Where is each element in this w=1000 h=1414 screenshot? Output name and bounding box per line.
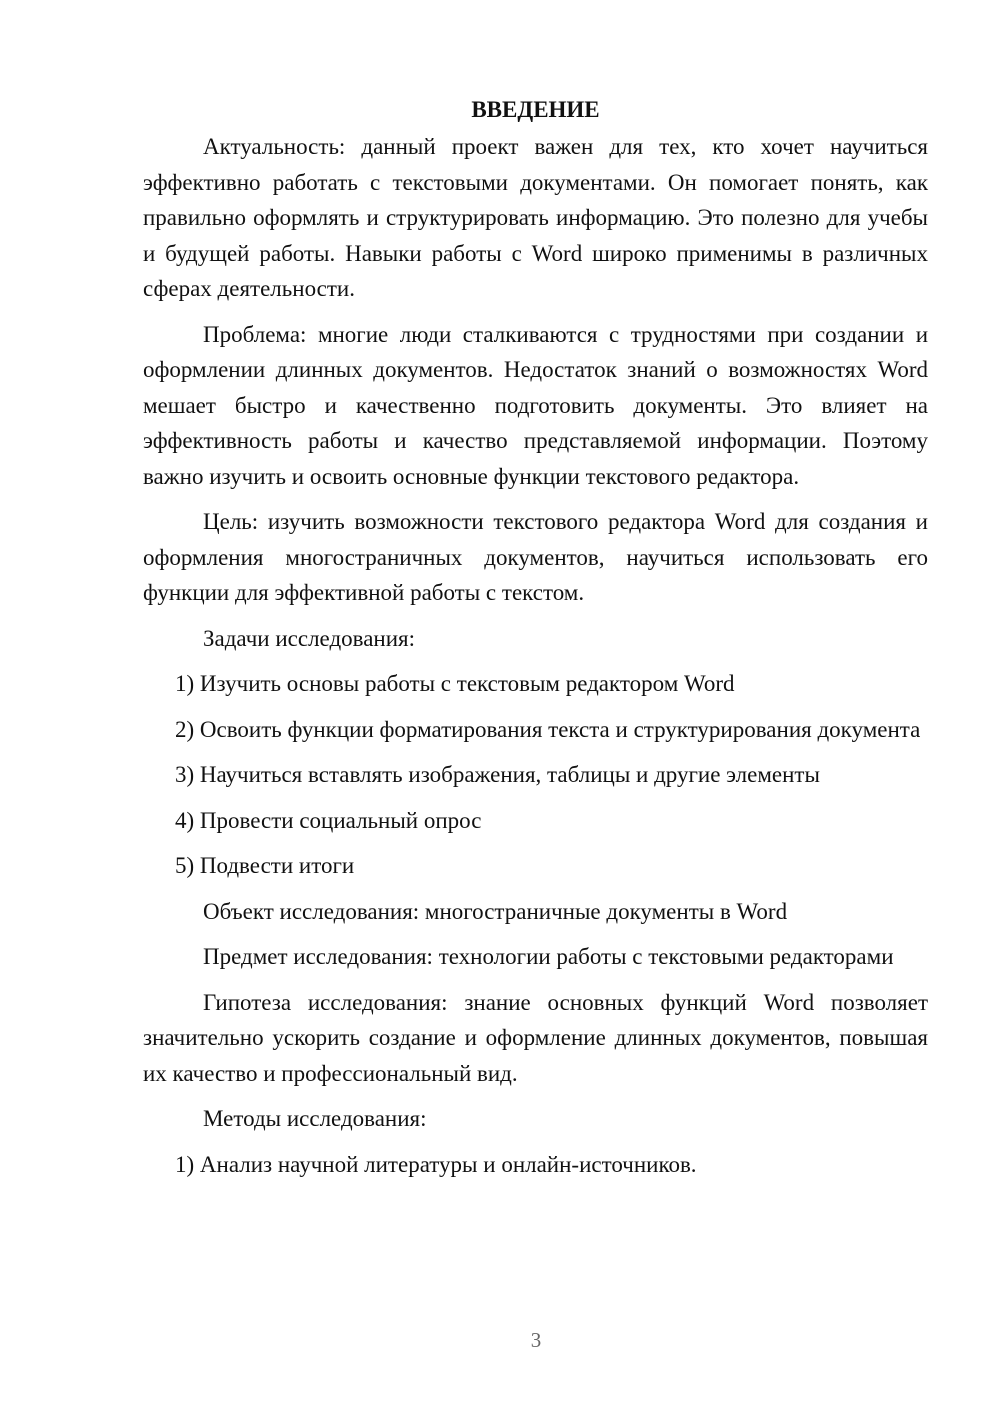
task-item-5: 5) Подвести итоги xyxy=(175,853,355,878)
task-item-2: 2) Освоить функции форматирования текста и структурирования документа xyxy=(175,716,921,742)
paragraph-goal: Цель: изучить возможности текстового редактора Word для создания и оформления многостраничных документов, научиться использовать его функции для эффективной работы с текстом. xyxy=(143,509,928,605)
task-item-4: 4) Провести социальный опрос xyxy=(175,807,482,833)
paragraph-subject: Предмет исследования: технологии работы с текстовыми редакторами xyxy=(203,944,894,969)
paragraph-object: Объект исследования: многостраничные документы в Word xyxy=(203,898,788,924)
task-item-1: 1) Изучить основы работы с текстовым редактором Word xyxy=(175,671,735,696)
method-item-1: 1) Анализ научной литературы и онлайн-источников. xyxy=(175,1151,697,1177)
paragraph-hypothesis: Гипотеза исследования: знание основных функций Word позволяет значительно ускорить создание и оформление длинных документов, повышая их качество и профессиональный вид. xyxy=(143,989,928,1086)
section-title: ВВЕДЕНИЕ xyxy=(471,97,600,122)
tasks-heading: Задачи исследования: xyxy=(203,625,416,651)
page-content xyxy=(143,92,928,1192)
task-item-3: 3) Научиться вставлять изображения, таблицы и другие элементы xyxy=(175,762,820,787)
methods-heading: Методы исследования: xyxy=(203,1106,427,1131)
paragraph-relevance: Актуальность: данный проект важен для тех, кто хочет научиться эффективно работать с текстовыми документами. Он помогает понять, как правильно оформлять и структурировать информацию. Это полезно для учебы и будущей работы. Навыки работы с Word широко применимы в различных сферах деятельности. xyxy=(143,134,928,301)
page-number: 3 xyxy=(530,1328,542,1352)
paragraph-problem: Проблема: многие люди сталкиваются с трудностями при создании и оформлении длинных документов. Недостаток знаний о возможностях Word мешает быстро и качественно подготовить документы. Это влияет на эффективность работы и качество представляемой информации. Поэтому важно изучить и освоить основные функции текстового редактора. xyxy=(143,321,928,489)
